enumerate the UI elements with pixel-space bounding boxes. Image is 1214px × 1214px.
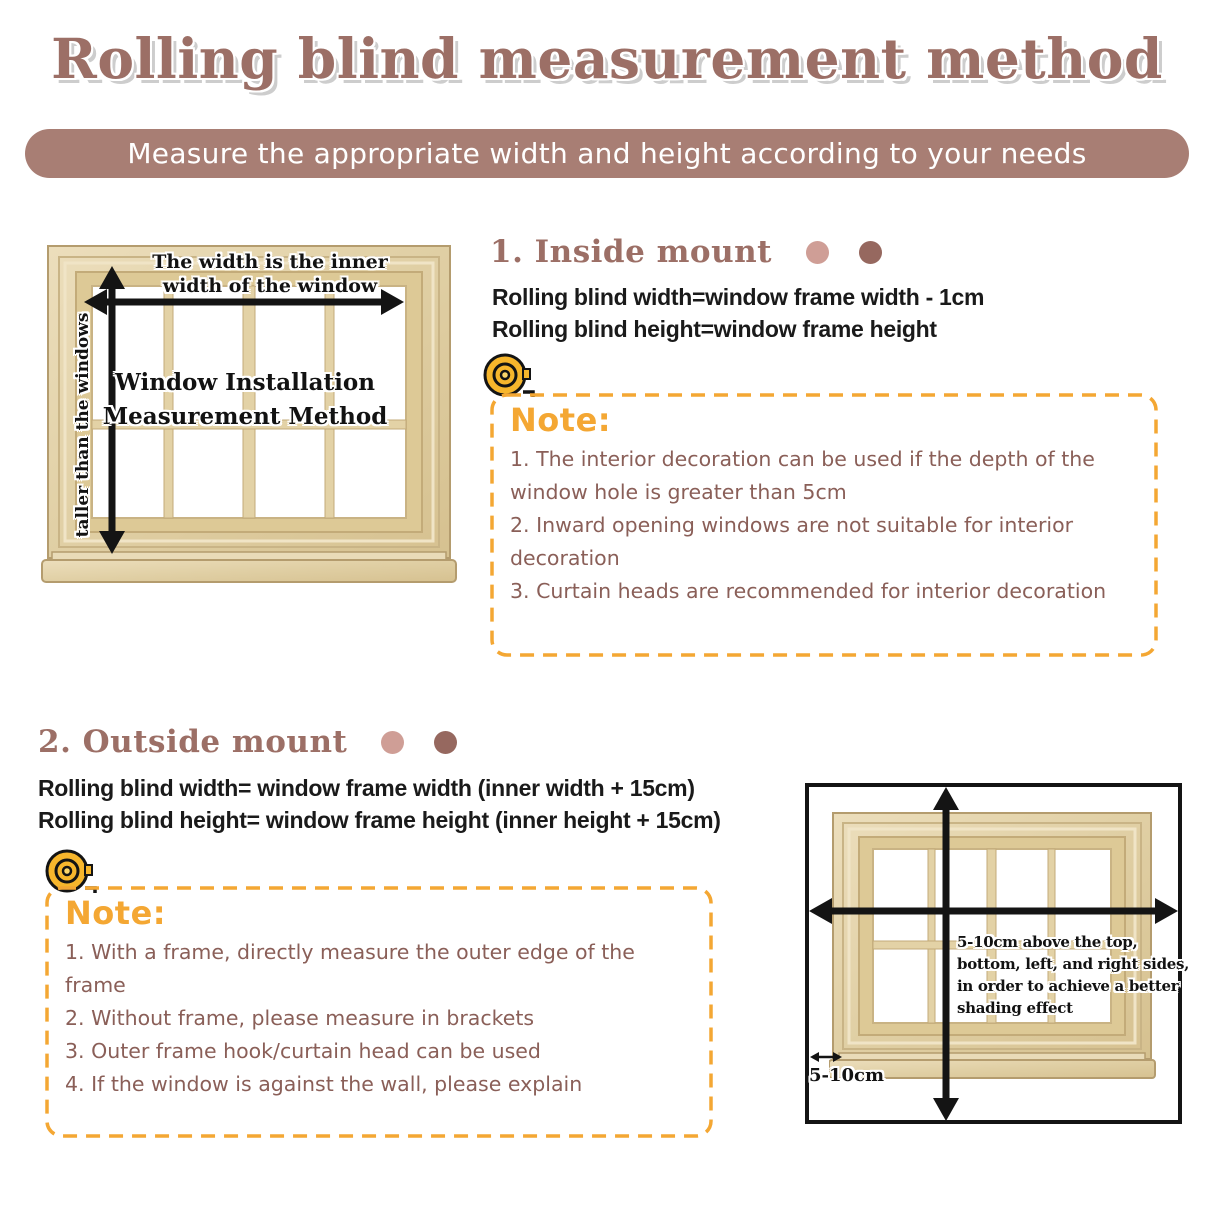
note-item: 2. Without frame, please measure in brackets xyxy=(65,1006,535,1030)
horizontal-arrow xyxy=(809,898,1178,924)
note-item: 3. Outer frame hook/curtain head can be used xyxy=(65,1039,541,1063)
window-sill xyxy=(42,560,456,582)
note-item: 1. The interior decoration can be used if the depth of the window hole is greater than 5cm xyxy=(510,447,1095,504)
inside-note-box xyxy=(490,393,1158,657)
formula-height: Rolling blind height=window frame height xyxy=(492,316,937,342)
gap-arrow xyxy=(810,1052,842,1062)
heading-dot-light xyxy=(806,241,829,264)
note-item: 2. Inward opening windows are not suitable for interior decoration xyxy=(510,513,1074,570)
formula-width: Rolling blind width=window frame width - 1cm xyxy=(492,284,985,310)
heading-dot-dark xyxy=(434,731,457,754)
outside-note-box xyxy=(45,886,713,1138)
shading-annotation: 5-10cm above the top, bottom, left, and right sides, in order to achieve a better shading effect xyxy=(957,933,1190,1017)
outside-mount-heading xyxy=(38,724,457,760)
outside-mount-formulas xyxy=(38,772,721,836)
note-title: Note: xyxy=(510,401,612,439)
vertical-arrow xyxy=(933,787,959,1121)
window-diagram-inside xyxy=(40,240,470,590)
note-item: 4. If the window is against the wall, please explain xyxy=(65,1072,583,1096)
gap-label: 5-10cm xyxy=(809,1065,885,1086)
page-title: Rolling blind measurement method xyxy=(51,26,1163,91)
note-item: 3. Curtain heads are recommended for interior decoration xyxy=(510,579,1107,603)
width-label: The width is the inner width of the window xyxy=(152,251,388,297)
heading-dot-light xyxy=(381,731,404,754)
formula-width: Rolling blind width= window frame width (inner width + 15cm) xyxy=(38,775,695,801)
heading-dot-dark xyxy=(859,241,882,264)
outside-mount-heading-text: 2. Outside mount xyxy=(38,724,348,760)
note-title: Note: xyxy=(65,894,167,932)
formula-height: Rolling blind height= window frame height (inner height + 15cm) xyxy=(38,807,721,833)
height-label: taller than the windows xyxy=(73,312,93,538)
inside-mount-heading xyxy=(490,234,882,270)
window-diagram-outside xyxy=(805,783,1190,1124)
inside-mount-heading-text: 1. Inside mount xyxy=(490,234,772,270)
note-item: 1. With a frame, directly measure the outer edge of the frame xyxy=(65,940,635,997)
subtitle-banner xyxy=(25,129,1189,178)
subtitle-text: Measure the appropriate width and height according to your needs xyxy=(127,137,1087,170)
inside-mount-formulas xyxy=(492,281,984,345)
center-label: Window Installation Measurement Method xyxy=(102,369,388,430)
